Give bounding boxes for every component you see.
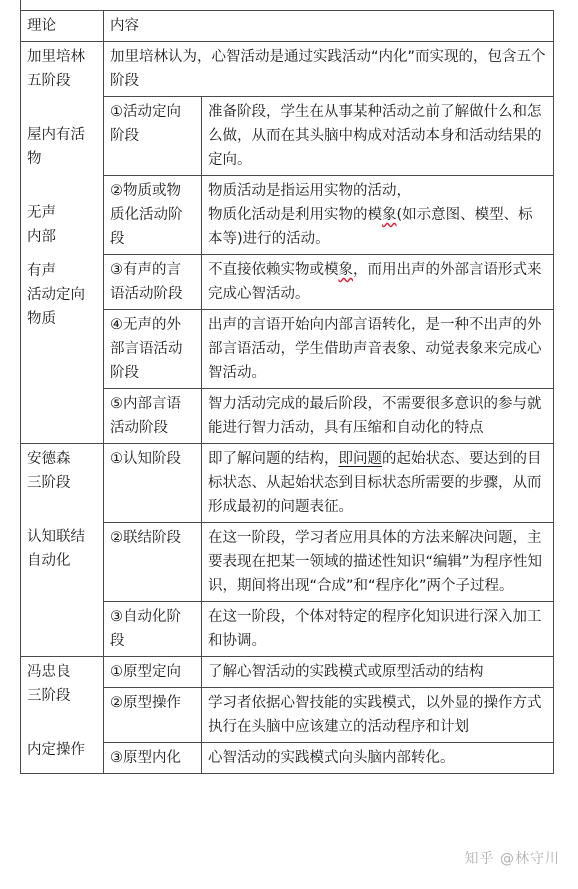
theory-table bbox=[20, 10, 554, 774]
galperin-theory-cell bbox=[21, 42, 104, 444]
galperin-mnemonic-2: 物 bbox=[27, 151, 42, 167]
table-row bbox=[21, 657, 554, 688]
stage-desc-line: 物质活动是指运用实物的活动， bbox=[208, 183, 411, 199]
stage-desc-text: 的起始状态、要达到的目标状态、从起始状态到目标状态所需要的步骤，从而形成最初的问题表征。 bbox=[208, 451, 542, 515]
stage-name: ③自动化阶段 bbox=[104, 602, 202, 657]
underlined-word: 即问题 bbox=[338, 451, 382, 467]
stage-desc-text: 不直接依赖实物或模 bbox=[208, 262, 339, 278]
stage-desc-text: 即了解问题的结构， bbox=[208, 451, 339, 467]
galperin-intro-row bbox=[21, 42, 554, 97]
galperin-subtitle: 五阶段 bbox=[27, 73, 71, 89]
feng-mnemonic: 内定操作 bbox=[27, 742, 85, 758]
anderson-subtitle: 三阶段 bbox=[27, 475, 71, 491]
stage-name: ①原型定向 bbox=[104, 657, 202, 688]
galperin-mnemonic-6: 活动定向 bbox=[27, 287, 85, 303]
anderson-mnemonic-2: 自动化 bbox=[27, 553, 71, 569]
stage-name: ③原型内化 bbox=[104, 743, 202, 774]
stage-desc-text: ，而用出声的外部言语形式来完成心智活动。 bbox=[208, 262, 542, 302]
stage-name: ②原型操作 bbox=[104, 688, 202, 743]
stage-name: ②物质或物质化活动阶段 bbox=[104, 176, 202, 255]
spellcheck-word: 象 bbox=[338, 262, 353, 278]
galperin-intro: 加里培林认为，心智活动是通过实践活动“内化”而实现的，包含五个阶段 bbox=[104, 42, 554, 97]
stage-desc: 了解心智活动的实践模式或原型活动的结构 bbox=[202, 657, 554, 688]
galperin-mnemonic-7: 物质 bbox=[27, 311, 56, 327]
anderson-title: 安德森 bbox=[27, 451, 71, 467]
stage-name: ②联结阶段 bbox=[104, 523, 202, 602]
stage-desc-text: (如示意图、模型、标本等)进行的活动。 bbox=[208, 207, 533, 247]
feng-subtitle: 三阶段 bbox=[27, 688, 71, 704]
stage-desc: 学习者依据心智技能的实践模式，以外显的操作方式执行在头脑中应该建立的活动程序和计划 bbox=[202, 688, 554, 743]
zhihu-watermark: 知乎 @林守川 bbox=[464, 851, 560, 867]
header-content: 内容 bbox=[104, 11, 554, 42]
galperin-title: 加里培林 bbox=[27, 49, 85, 65]
stage-desc: 准备阶段，学生在从事某种活动之前了解做什么和怎么做，从而在其头脑中构成对活动本身和活动结果的定向。 bbox=[202, 97, 554, 176]
spellcheck-word: 象 bbox=[382, 207, 397, 223]
table-row bbox=[21, 444, 554, 523]
galperin-mnemonic-1: 屋内有活 bbox=[27, 127, 85, 143]
anderson-theory-cell bbox=[21, 444, 104, 657]
stage-desc: 智力活动完成的最后阶段，不需要很多意识的参与就能进行智力活动，具有压缩和自动化的特点 bbox=[202, 389, 554, 444]
stage-name: ⑤内部言语活动阶段 bbox=[104, 389, 202, 444]
stage-desc-text: 物质化活动是利用实物的模 bbox=[208, 207, 382, 223]
galperin-mnemonic-5: 有声 bbox=[27, 263, 56, 279]
galperin-mnemonic-4: 内部 bbox=[27, 229, 56, 245]
stage-desc: 心智活动的实践模式向头脑内部转化。 bbox=[202, 743, 554, 774]
stage-name: ④无声的外部言语活动阶段 bbox=[104, 310, 202, 389]
feng-title: 冯忠良 bbox=[27, 664, 71, 680]
stage-desc: 在这一阶段，个体对特定的程序化知识进行深入加工和协调。 bbox=[202, 602, 554, 657]
stage-name: ③有声的言语活动阶段 bbox=[104, 255, 202, 310]
stage-name: ①活动定向阶段 bbox=[104, 97, 202, 176]
anderson-mnemonic-1: 认知联结 bbox=[27, 529, 85, 545]
header-row bbox=[21, 11, 554, 42]
stage-desc: 在这一阶段，学习者应用具体的方法来解决问题，主要表现在把某一领域的描述性知识“编辑”为程序性知识，期间将出现“合成”和“程序化”两个子过程。 bbox=[202, 523, 554, 602]
stage-desc bbox=[202, 444, 554, 523]
feng-theory-cell bbox=[21, 657, 104, 774]
stage-desc: 出声的言语开始向内部言语转化，是一种不出声的外部言语活动，学生借助声音表象、动觉表象来完成心智活动。 bbox=[202, 310, 554, 389]
stage-name: ①认知阶段 bbox=[104, 444, 202, 523]
table-top-rule bbox=[20, 0, 21, 10]
header-theory: 理论 bbox=[21, 11, 104, 42]
galperin-mnemonic-3: 无声 bbox=[27, 205, 56, 221]
stage-desc bbox=[202, 176, 554, 255]
stage-desc bbox=[202, 255, 554, 310]
